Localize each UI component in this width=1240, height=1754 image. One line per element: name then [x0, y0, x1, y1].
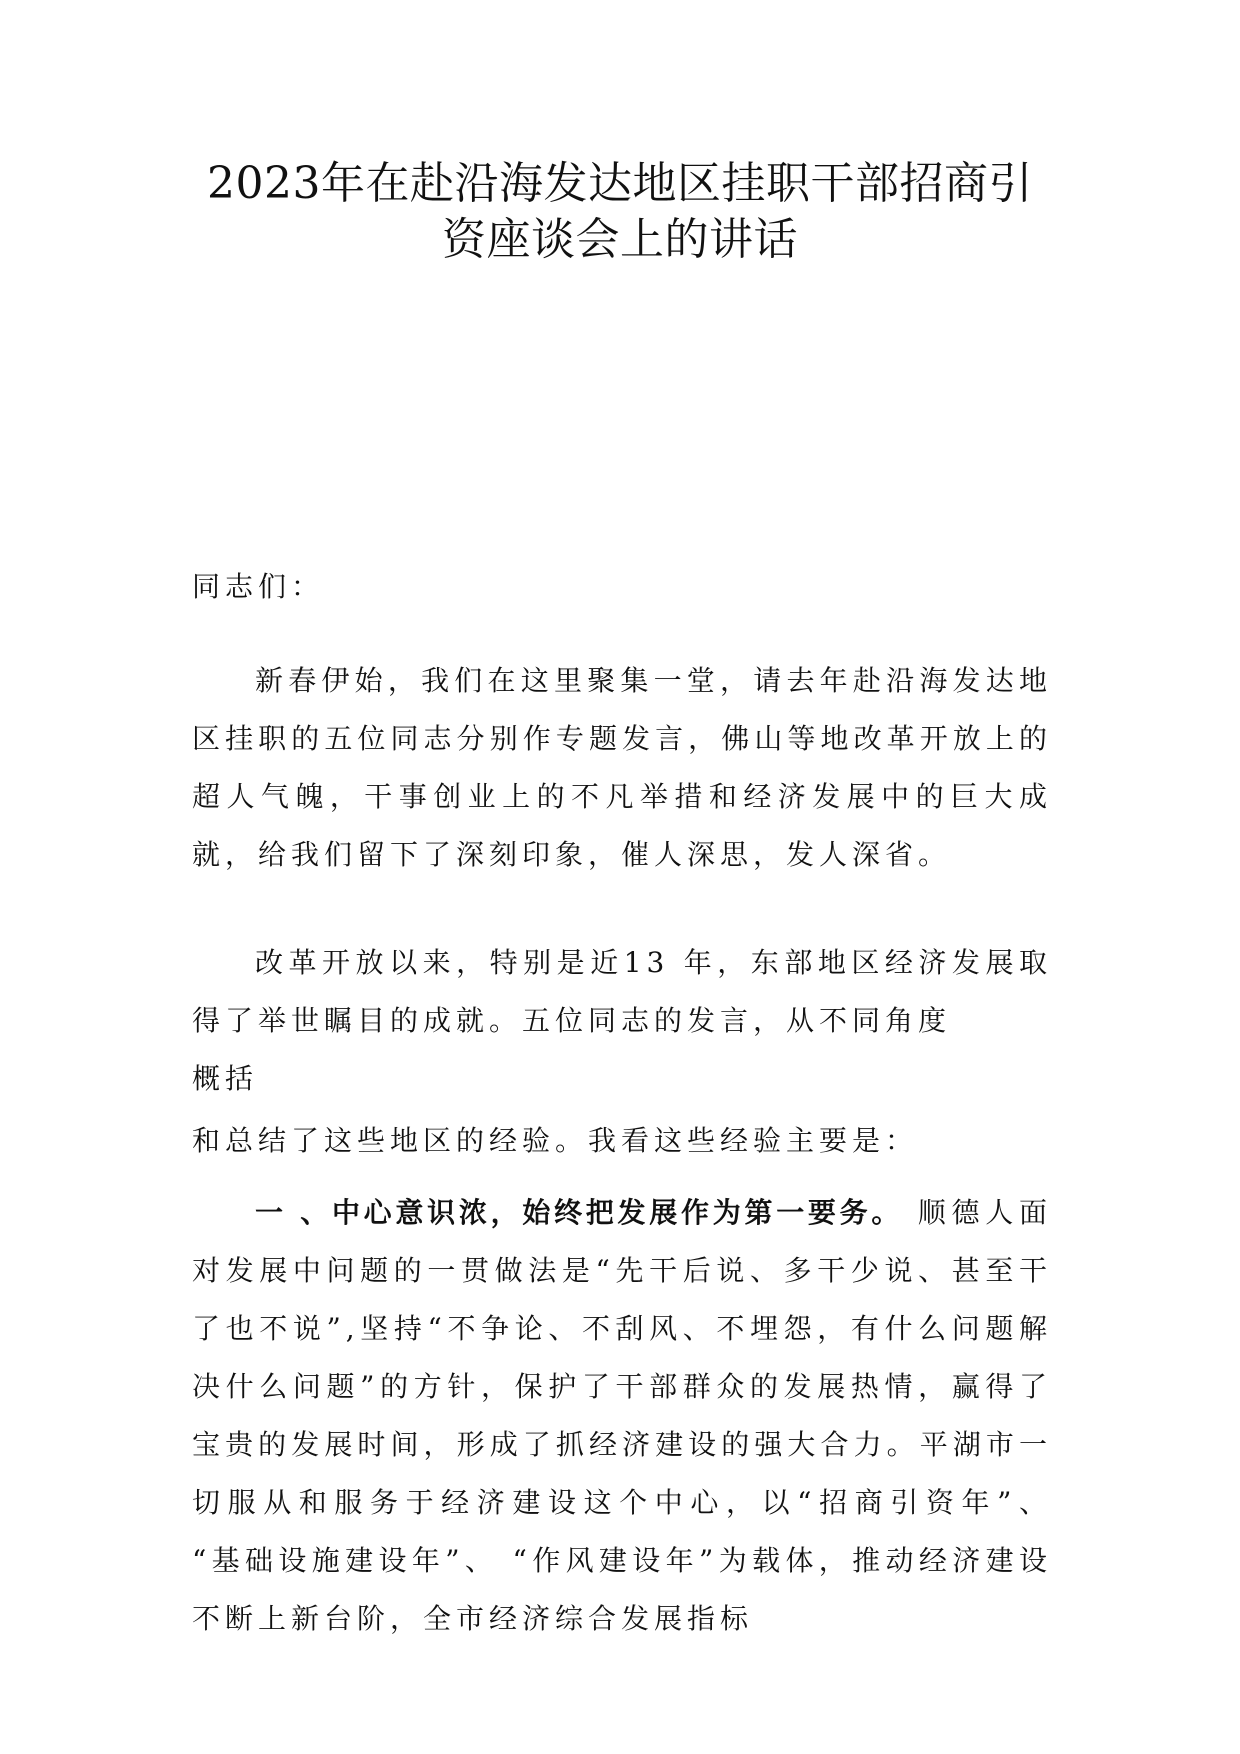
- paragraph-2-line: 取 得了举世瞩目的成就。五位同志的发言，从不同角度: [192, 946, 1052, 1037]
- section-1-line: 么问题解决什么问题”的方针，保护了干部群众的发展热: [192, 1312, 1052, 1403]
- paragraph-2-line: 概括: [192, 1062, 259, 1095]
- section-1: [192, 1184, 1052, 1648]
- paragraph-2: [192, 934, 1052, 1108]
- section-1-line: 面对发展中问题的一贯做法是“先干后说、多干少说、甚: [192, 1196, 1052, 1287]
- paragraph-2-line: 改革开放以来，特别是近13 年，东部地区经济发展: [255, 946, 1019, 979]
- title-line-2: 资座谈会上的讲话: [442, 214, 798, 265]
- section-1-line: 商引资年”、 “基础设施建设年”、 “作风建设年”为载: [192, 1486, 1052, 1577]
- section-1-line: 至干了也不说”,坚持“不争论、不刮风、不埋怨，有什: [192, 1254, 1052, 1345]
- section-1-line: 力。平湖市一切服从和服务于经济建设这个中心，以“招: [192, 1428, 1052, 1519]
- title-line-1: 2023年在赴沿海发达地区挂职干部招商引: [207, 158, 1033, 209]
- paragraph-3: 和总结了这些地区的经验。我看这些经验主要是：: [192, 1124, 919, 1157]
- section-1-line: 顺德人: [917, 1196, 1019, 1229]
- paragraph-1-line: 上的超人气魄，干事创业上的不凡举措和经济发展中的巨: [192, 722, 1052, 813]
- section-1-line: 情，赢得了宝贵的发展时间，形成了抓经济建设的强大合: [192, 1370, 1052, 1461]
- document-title: [180, 156, 1060, 268]
- paragraph-1: [192, 652, 1052, 884]
- section-1-line: 体，推动经济建设不断上新台阶，全市经济综合发展指标: [192, 1544, 1052, 1635]
- paragraph-1-line: 新春伊始，我们在这里聚集一堂，请去年赴沿海发达: [255, 664, 1019, 697]
- salutation: 同志们：: [192, 570, 325, 603]
- paragraph-1-line: 大成就，给我们留下了深刻印象，催人深思，发人深省。: [192, 780, 1052, 871]
- paragraph-1-line: 地区挂职的五位同志分别作专题发言，佛山等地改革开放: [192, 664, 1052, 755]
- section-1-heading: 一 、中心意识浓，始终把发展作为第一要务。: [255, 1196, 904, 1229]
